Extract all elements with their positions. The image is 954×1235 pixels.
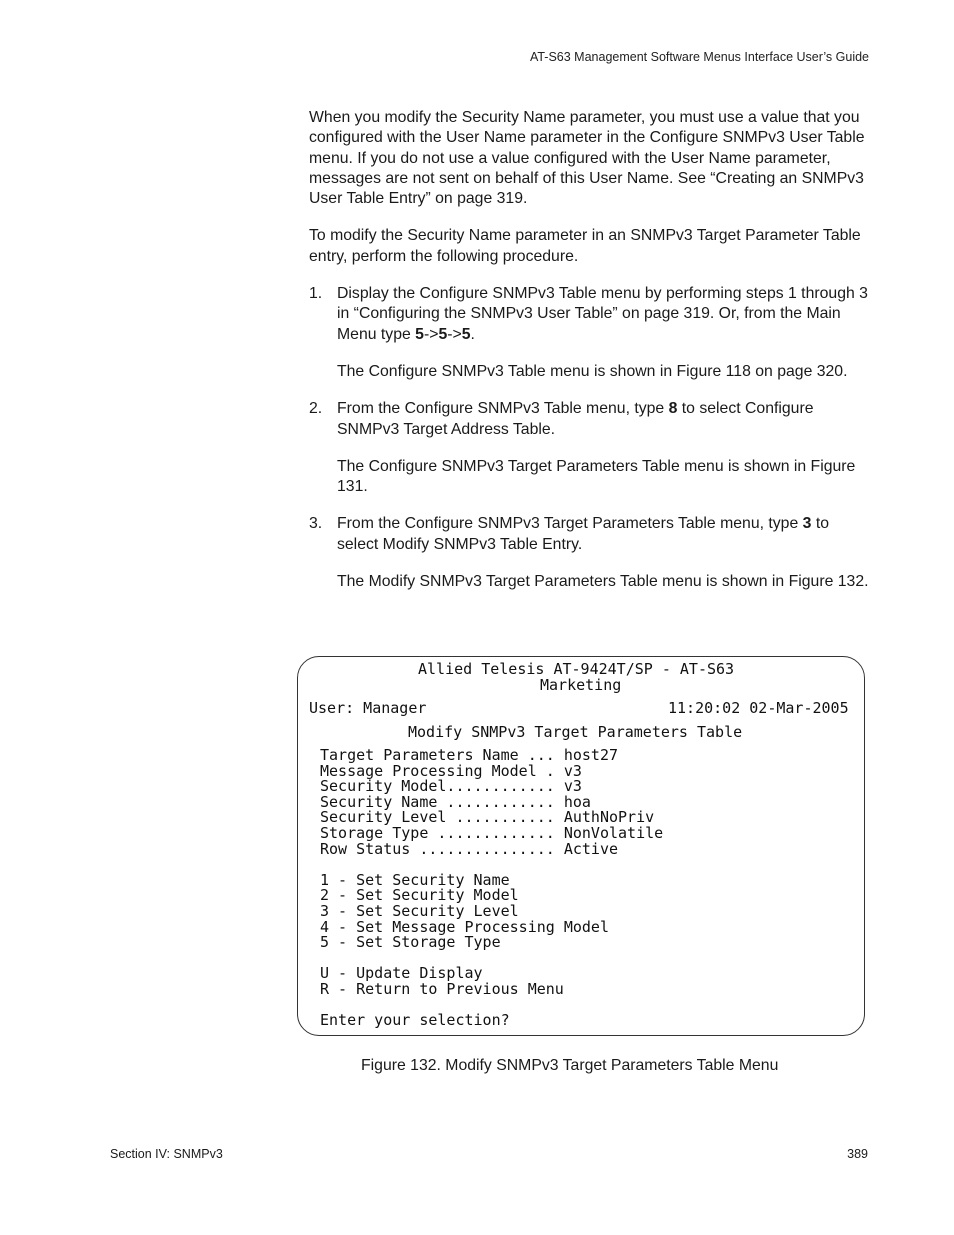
step-note: The Configure SNMPv3 Target Parameters Table menu is shown in Figure 131. (337, 457, 856, 496)
option-set-security-level[interactable]: 3 - Set Security Level (320, 902, 519, 920)
terminal-screen (297, 656, 865, 1036)
option-set-storage-type[interactable]: 5 - Set Storage Type (320, 933, 501, 951)
footer-section: Section IV: SNMPv3 (110, 1147, 223, 1161)
body-content (309, 108, 869, 609)
procedure-intro: To modify the Security Name parameter in an SNMPv3 Target Parameter Table entry, perform the following procedure. (309, 227, 861, 265)
option-set-message-processing-model[interactable]: 4 - Set Message Processing Model (320, 918, 609, 936)
field-target-parameters-name: Target Parameters Name ... host27 (320, 746, 619, 764)
step-number: 3. (309, 515, 323, 533)
command-update-display[interactable]: U - Update Display (320, 964, 483, 982)
step-note: The Configure SNMPv3 Table menu is shown in Figure 118 on page 320. (337, 362, 848, 380)
user-label: User: Manager (309, 699, 427, 717)
field-security-model: Security Model............ v3 (320, 777, 582, 795)
intro-paragraph: When you modify the Security Name parameter, you must use a value that you configured with the User Name parameter in the Configure SNMPv3 User Table menu. If you do not use a value configured with the User Name parameter, messages are not sent on behalf of this User Name. See “Creating an SNMPv3 User Table Entry” on page 319. (309, 109, 865, 208)
step-note: The Modify SNMPv3 Target Parameters Table menu is shown in Figure 132. (337, 573, 869, 591)
selection-prompt[interactable]: Enter your selection? (320, 1011, 510, 1029)
figure-caption: Figure 132. Modify SNMPv3 Target Parameters Table Menu (361, 1057, 779, 1074)
step-text: From the Configure SNMPv3 Table menu, type 8 to select Configure SNMPv3 Target Address Table. (337, 400, 814, 438)
command-return-previous-menu[interactable]: R - Return to Previous Menu (320, 980, 564, 998)
menu-title: Modify SNMPv3 Target Parameters Table (408, 723, 743, 741)
step-number: 1. (309, 285, 323, 303)
option-set-security-name[interactable]: 1 - Set Security Name (320, 871, 510, 889)
field-security-level: Security Level ........... AuthNoPriv (320, 808, 655, 826)
field-row-status: Row Status ............... Active (320, 840, 619, 858)
datetime: 11:20:02 02-Mar-2005 (668, 699, 849, 717)
running-header: AT-S63 Management Software Menus Interface User’s Guide (529, 50, 869, 64)
step-1 (309, 284, 869, 382)
step-2 (309, 399, 869, 497)
step-3 (309, 514, 869, 592)
field-storage-type: Storage Type ............. NonVolatile (320, 824, 664, 842)
system-location: Marketing (540, 676, 622, 694)
field-message-processing-model: Message Processing Model . v3 (320, 762, 582, 780)
footer-page-number: 389 (847, 1147, 868, 1161)
system-name: Allied Telesis AT-9424T/SP - AT-S63 (418, 660, 735, 678)
step-text: Display the Configure SNMPv3 Table menu by performing steps 1 through 3 in “Configuring the SNMPv3 User Table” on page 319. Or, from the Main Menu type 5->5->5. (337, 285, 868, 343)
step-text: From the Configure SNMPv3 Target Parameters Table menu, type 3 to select Modify SNMPv3 Table Entry. (337, 515, 830, 553)
option-set-security-model[interactable]: 2 - Set Security Model (320, 886, 519, 904)
field-security-name: Security Name ............ hoa (320, 793, 591, 811)
step-number: 2. (309, 400, 323, 418)
